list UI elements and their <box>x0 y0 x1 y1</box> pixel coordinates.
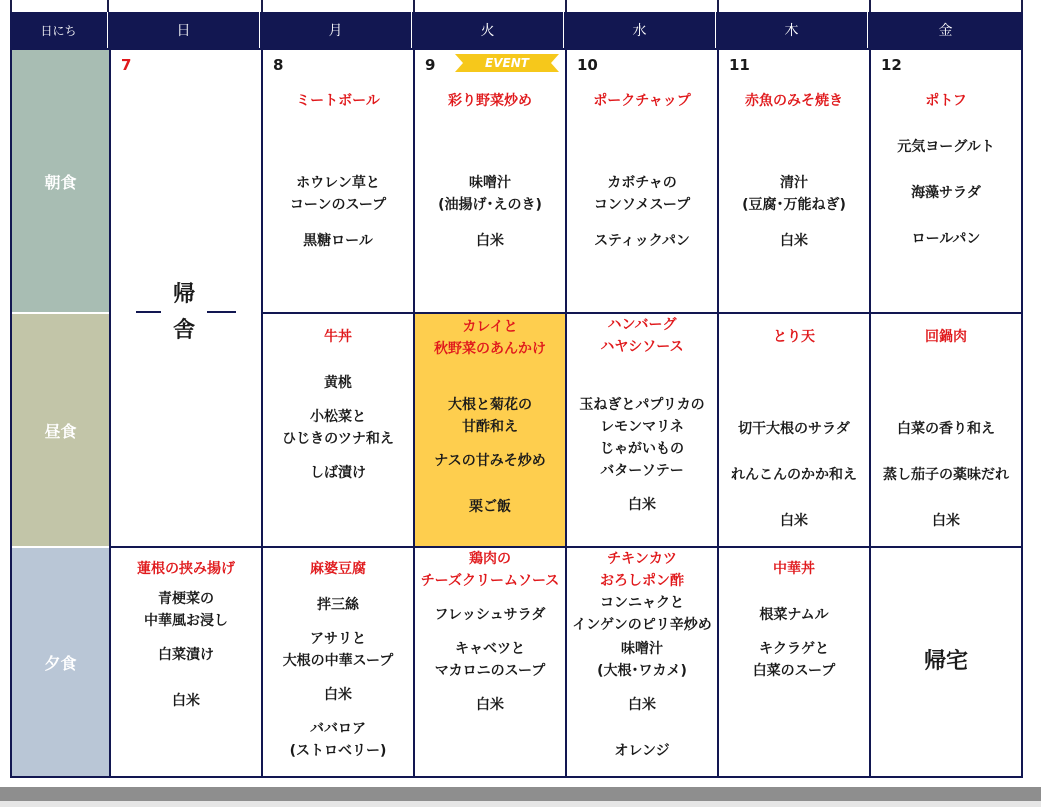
date-fri: 12 <box>881 56 902 74</box>
main-dish: 彩り野菜炒め <box>448 93 532 109</box>
cell-wed-dinner <box>565 546 717 776</box>
main-dish: おろしポン酢 <box>600 573 684 589</box>
cell-wed-lunch <box>565 312 717 546</box>
menu-item: 白米 <box>780 233 808 249</box>
date-thu: 11 <box>729 56 750 74</box>
bottom-border-bar-light <box>0 801 1041 807</box>
sunday-note-char-2: 舎 <box>173 318 196 343</box>
column-tick <box>717 0 719 12</box>
menu-item: 白米 <box>324 687 352 703</box>
cell-tue-lunch <box>413 312 565 546</box>
menu-item: 味噌汁 <box>469 175 511 191</box>
menu-item: (大根･ワカメ) <box>597 663 687 679</box>
date-sun: 7 <box>121 56 132 74</box>
cell-tue-dinner <box>413 546 565 776</box>
menu-item: 白米 <box>172 693 200 709</box>
menu-item: フレッシュサラダ <box>434 607 546 623</box>
lunch-label: 昼食 <box>12 312 109 546</box>
menu-item: コンニャクと <box>600 595 684 611</box>
friday-dinner-note: 帰宅 <box>923 649 968 674</box>
menu-item: 根菜ナムル <box>759 607 829 623</box>
menu-item: ババロア <box>310 721 366 737</box>
column-tick <box>565 0 567 12</box>
column-tick <box>413 0 415 12</box>
menu-item: 大根の中華スープ <box>282 653 394 669</box>
cell-fri-breakfast <box>869 50 1021 312</box>
calendar-header <box>10 12 1023 48</box>
bottom-border-bar <box>0 787 1041 801</box>
menu-item: 海藻サラダ <box>911 185 981 201</box>
cell-mon-breakfast <box>261 50 413 312</box>
date-mon: 8 <box>273 56 284 74</box>
main-dish: ハンバーグ <box>607 317 677 333</box>
menu-item: キャベツと <box>455 641 525 657</box>
menu-item: (油揚げ･えのき) <box>438 197 542 213</box>
menu-item: 清汁 <box>780 175 808 191</box>
main-dish: 牛丼 <box>324 329 352 345</box>
menu-item: レモンマリネ <box>600 419 684 435</box>
main-dish: 麻婆豆腐 <box>310 561 366 577</box>
menu-item: 中華風お浸し <box>144 613 228 629</box>
dinner-label: 夕食 <box>12 546 109 776</box>
menu-item: (豆腐･万能ねぎ) <box>742 197 846 213</box>
cell-tue-breakfast <box>413 50 565 312</box>
menu-item: バターソテー <box>600 463 684 479</box>
main-dish: 蓮根の挟み揚げ <box>137 561 235 577</box>
menu-item: 白米 <box>780 513 808 529</box>
menu-item: しば漬け <box>310 465 366 481</box>
menu-item: れんこんのかか和え <box>731 467 857 483</box>
menu-item: マカロニのスープ <box>434 663 546 679</box>
menu-item: 黄桃 <box>324 375 352 391</box>
cell-wed-breakfast <box>565 50 717 312</box>
column-tick <box>107 0 109 12</box>
sunday-return-note <box>161 277 207 349</box>
menu-item: 黒糖ロール <box>303 233 373 249</box>
main-dish: 鶏肉の <box>469 551 511 567</box>
menu-item: 小松菜と <box>310 409 366 425</box>
menu-item: ロールパン <box>911 231 981 247</box>
menu-item: 白米 <box>628 497 656 513</box>
header-day-mon: 月 <box>259 12 411 48</box>
date-tue: 9 <box>425 56 436 74</box>
cell-fri-dinner <box>869 546 1021 776</box>
menu-item: ナスの甘みそ炒め <box>434 453 546 469</box>
cell-mon-dinner <box>261 546 413 776</box>
menu-item: キクラゲと <box>759 641 829 657</box>
main-dish: 回鍋肉 <box>925 329 967 345</box>
header-day-sun: 日 <box>107 12 259 48</box>
main-dish: 秋野菜のあんかけ <box>434 341 546 357</box>
menu-item: じゃがいもの <box>600 441 684 457</box>
main-dish: チキンカツ <box>607 551 677 567</box>
menu-item: コンソメスープ <box>593 197 691 213</box>
menu-item: 切干大根のサラダ <box>738 421 850 437</box>
menu-item: コーンのスープ <box>289 197 387 213</box>
cell-thu-dinner <box>717 546 869 776</box>
menu-item: インゲンのピリ辛炒め <box>572 617 712 633</box>
header-day-fri: 金 <box>867 12 1023 48</box>
menu-item: オレンジ <box>614 743 670 759</box>
menu-item: ホウレン草と <box>296 175 380 191</box>
header-date-label: 日にち <box>40 23 77 38</box>
date-wed: 10 <box>577 56 598 74</box>
menu-item: 大根と菊花の <box>448 397 532 413</box>
cell-sun-dinner <box>109 546 261 776</box>
menu-item: 白米 <box>476 233 504 249</box>
sunday-note-char-1: 帰 <box>173 282 196 307</box>
header-day-tue: 火 <box>411 12 563 48</box>
menu-item: 白米 <box>476 697 504 713</box>
main-dish: カレイと <box>462 319 518 335</box>
top-border-stub <box>10 0 1023 12</box>
main-dish: 中華丼 <box>773 561 815 577</box>
main-dish: ハヤシソース <box>600 339 684 355</box>
menu-item: 白菜の香り和え <box>897 421 995 437</box>
menu-item: 白菜のスープ <box>752 663 836 679</box>
menu-item: スティックパン <box>594 233 690 249</box>
menu-item: 拌三絲 <box>317 597 359 613</box>
cell-fri-lunch <box>869 312 1021 546</box>
menu-item: 蒸し茄子の薬味だれ <box>883 467 1009 483</box>
main-dish: ポークチャップ <box>593 93 691 109</box>
menu-item: 栗ご飯 <box>469 499 511 515</box>
cell-thu-breakfast <box>717 50 869 312</box>
menu-grid <box>10 48 1023 778</box>
menu-item: 白菜漬け <box>158 647 214 663</box>
menu-item: ひじきのツナ和え <box>282 431 394 447</box>
main-dish: ミートボール <box>296 93 380 109</box>
cell-mon-lunch <box>261 312 413 546</box>
main-dish: 赤魚のみそ焼き <box>745 93 843 109</box>
main-dish: とり天 <box>773 329 815 345</box>
menu-item: 元気ヨーグルト <box>897 139 995 155</box>
column-tick <box>869 0 871 12</box>
header-day-thu: 木 <box>715 12 867 48</box>
main-dish: チーズクリームソース <box>420 573 560 589</box>
menu-item: (ストロベリー) <box>289 743 387 759</box>
menu-item: 白米 <box>628 697 656 713</box>
main-dish: ポトフ <box>925 93 967 109</box>
menu-item: カボチャの <box>607 175 677 191</box>
header-day-wed: 水 <box>563 12 715 48</box>
menu-item: アサリと <box>310 631 366 647</box>
column-tick <box>261 0 263 12</box>
menu-item: 味噌汁 <box>621 641 663 657</box>
menu-item: 甘酢和え <box>462 419 518 435</box>
cell-thu-lunch <box>717 312 869 546</box>
breakfast-label: 朝食 <box>12 50 109 312</box>
menu-item: 白米 <box>932 513 960 529</box>
event-badge-label: EVENT <box>485 56 529 70</box>
menu-item: 玉ねぎとパプリカの <box>579 397 705 413</box>
menu-item: 青梗菜の <box>158 591 214 607</box>
